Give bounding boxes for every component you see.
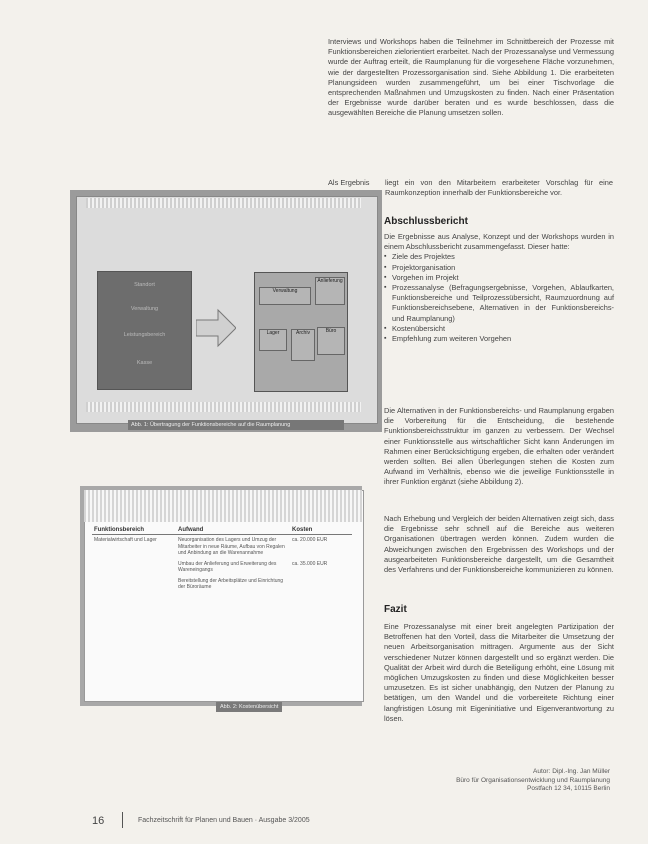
table-header: Aufwand bbox=[176, 526, 290, 535]
org-label: Verwaltung bbox=[130, 306, 159, 312]
plan-room: Anlieferung bbox=[315, 277, 345, 305]
table-cell: Bereitstellung der Arbeitsplätze und Einrichtung der Büroräume bbox=[178, 577, 284, 590]
org-label: Standort bbox=[134, 282, 155, 288]
plan-room: Verwaltung bbox=[259, 287, 311, 305]
org-label: Kasse bbox=[136, 360, 153, 366]
table-row bbox=[92, 576, 352, 593]
list-item: ▪ Ziele des Projektes bbox=[384, 252, 614, 262]
fazit-heading: Fazit bbox=[384, 604, 407, 615]
abschluss-heading: Abschlussbericht bbox=[384, 216, 468, 227]
page-number: 16 bbox=[92, 815, 105, 827]
ergebnis-text: liegt ein von den Mitarbeitern erarbeiteter Vorschlag für eine Raumkonzeption innerhalb der Funktionsbereiche vor. bbox=[385, 178, 613, 198]
abschluss-intro: Die Ergebnisse aus Analyse, Konzept und der Workshops wurden in einem Abschlussbericht zusammengefasst. Dieser hatte: bbox=[384, 232, 614, 252]
figure-1-texture bbox=[86, 198, 361, 208]
figure-1-texture bbox=[86, 402, 361, 412]
arrow-right-icon bbox=[196, 308, 236, 348]
table-header: Kosten bbox=[290, 526, 352, 535]
list-item: ▪ Kostenübersicht bbox=[384, 324, 614, 334]
plan-room: Büro bbox=[317, 327, 345, 355]
plan-room: Archiv bbox=[291, 329, 315, 361]
org-label: Leistungsbereich bbox=[123, 332, 166, 338]
list-item: ▪ Prozessanalyse (Befragungsergebnisse, Vorgehen, Ablaufkarten, Funktionsbereiche und Teilprozessübersicht, Raumzuordnung auf Funktionsbereichsebene, Alternativen in der Funktionsbereichs- und Raumplanung) bbox=[384, 283, 614, 324]
plan-room: Lager bbox=[259, 329, 287, 351]
table-cell bbox=[92, 576, 176, 593]
author-affiliation: Büro für Organisationsentwicklung und Raumplanung bbox=[456, 776, 610, 784]
table-row bbox=[92, 535, 352, 559]
cost-table bbox=[92, 526, 352, 593]
figure-2-texture bbox=[84, 490, 362, 522]
table-cell: Neuorganisation des Lagers und Umzug der Mitarbeiter in neue Räume, Aufbau von Regalen und Anbindung an die Warenannahme bbox=[178, 537, 285, 556]
author-address: Postfach 12 34, 10115 Berlin bbox=[527, 785, 610, 792]
figure-1-caption: Abb. 1: Übertragung der Funktionsbereiche auf die Raumplanung bbox=[128, 420, 344, 430]
list-item: ▪ Projektorganisation bbox=[384, 263, 614, 273]
author-name: Autor: Dipl.-Ing. Jan Müller bbox=[533, 768, 610, 775]
table-cell: ca. 20.000 EUR bbox=[292, 537, 328, 543]
footer-divider bbox=[122, 812, 123, 828]
abschluss-paragraph-2: Die Alternativen in der Funktionsbereichs- und Raumplanung ergaben die Vorbereitung für die Entscheidung, die bestehende Funktionsbereichsstruktur im ganzen zu verbessern. Der Wechsel einer Funktionsstelle aus wirtschaftlicher Sicht kann Änderungen im Rahmen einer Berücksichtigung ergeben, die erhalten oder verändert werden sollten. Bei allen Überlegungen stehen die Kosten zum Aufwand im Verhältnis, ebenso wie die jeweilige Funktionsstelle in ihrer Funktion ergänzt (siehe Abbildung 2). bbox=[384, 406, 614, 487]
org-chart-box bbox=[97, 271, 192, 390]
table-header-row bbox=[92, 526, 352, 535]
intro-paragraph: Interviews und Workshops haben die Teilnehmer im Schnittbereich der Prozesse mit Funktionsbereichen zielorientiert erarbeitet. Nach der Prozessanalyse und Vermessung wurde der Auftrag erteilt, die Raumplanung für die vorgesehene Fläche vorzunehmen, wie der dargestellten Prozessorganisation sind. Siehe Abbildung 1. Die erarbeiteten Planungsideen wurden zusammengeführt, um bei einer Tischvorlage die entsprechenden Maßnahmen und Umzugskosten zu finden. Nach einer Präsentation der Ergebnisse wurde darüber beraten und es wurde beschlossen, dass die ausgewählten Bereiche die Planung umsetzen sollen. bbox=[328, 37, 614, 118]
table-cell bbox=[290, 576, 352, 593]
figure-2-caption: Abb. 2: Kostenübersicht bbox=[216, 702, 282, 712]
list-item: ▪ Empfehlung zum weiteren Vorgehen bbox=[384, 334, 614, 344]
list-item: ▪ Vorgehen im Projekt bbox=[384, 273, 614, 283]
abschluss-text bbox=[384, 232, 614, 344]
ergebnis-label: Als Ergebnis bbox=[328, 178, 370, 187]
fazit-text: Eine Prozessanalyse mit einer breit angelegten Partizipation der Betroffenen hat den Vorteil, dass die Mitarbeiter die Umsetzung der neuen Arbeitsorganisation mittragen. Argumente aus der Sicht verschiedener Nutzer können dargestellt und so ergänzt werden. Die Qualität der Arbeit wird durch die Beteiligung erhöht, eine Lösung mit möglichen Umzugskosten zu finden und diese Möglichkeiten besser umzusetzen. Es ist sicher unabhängig, den Nutzen der Planung zu betätigen, um den Wandel und die vorbereitete Richtung einer langfristigen Lösung mit Eigeninitiative und Eigenverantwortung zu lösen. bbox=[384, 622, 614, 723]
table-row bbox=[92, 559, 352, 576]
abschluss-paragraph-3: Nach Erhebung und Vergleich der beiden Alternativen zeigt sich, dass die Ergebnisse sehr schnell auf die Bereiche aus weiteren Organisationen übertragen werden können. Zudem wurden die Abweichungen zwischen den Ergebnissen des Workshops und der ausgearbeiteten Funktionsbereiche dargestellt, um die Gesamtheit des Verfahrens und der Funktionsbereiche kommunizieren zu können. bbox=[384, 514, 614, 575]
abschluss-list bbox=[384, 252, 614, 344]
author-block bbox=[440, 768, 610, 794]
floor-plan bbox=[254, 272, 348, 392]
table-cell: ca. 35.000 EUR bbox=[292, 560, 328, 567]
table-cell: Materialwirtschaft und Lager bbox=[94, 537, 157, 543]
table-cell: Umbau der Anlieferung und Erweiterung des Wareneingangs bbox=[178, 560, 277, 573]
footer-text: Fachzeitschrift für Planen und Bauen · Ausgabe 3/2005 bbox=[138, 817, 310, 824]
table-cell bbox=[92, 559, 176, 576]
table-header: Funktionsbereich bbox=[92, 526, 176, 535]
